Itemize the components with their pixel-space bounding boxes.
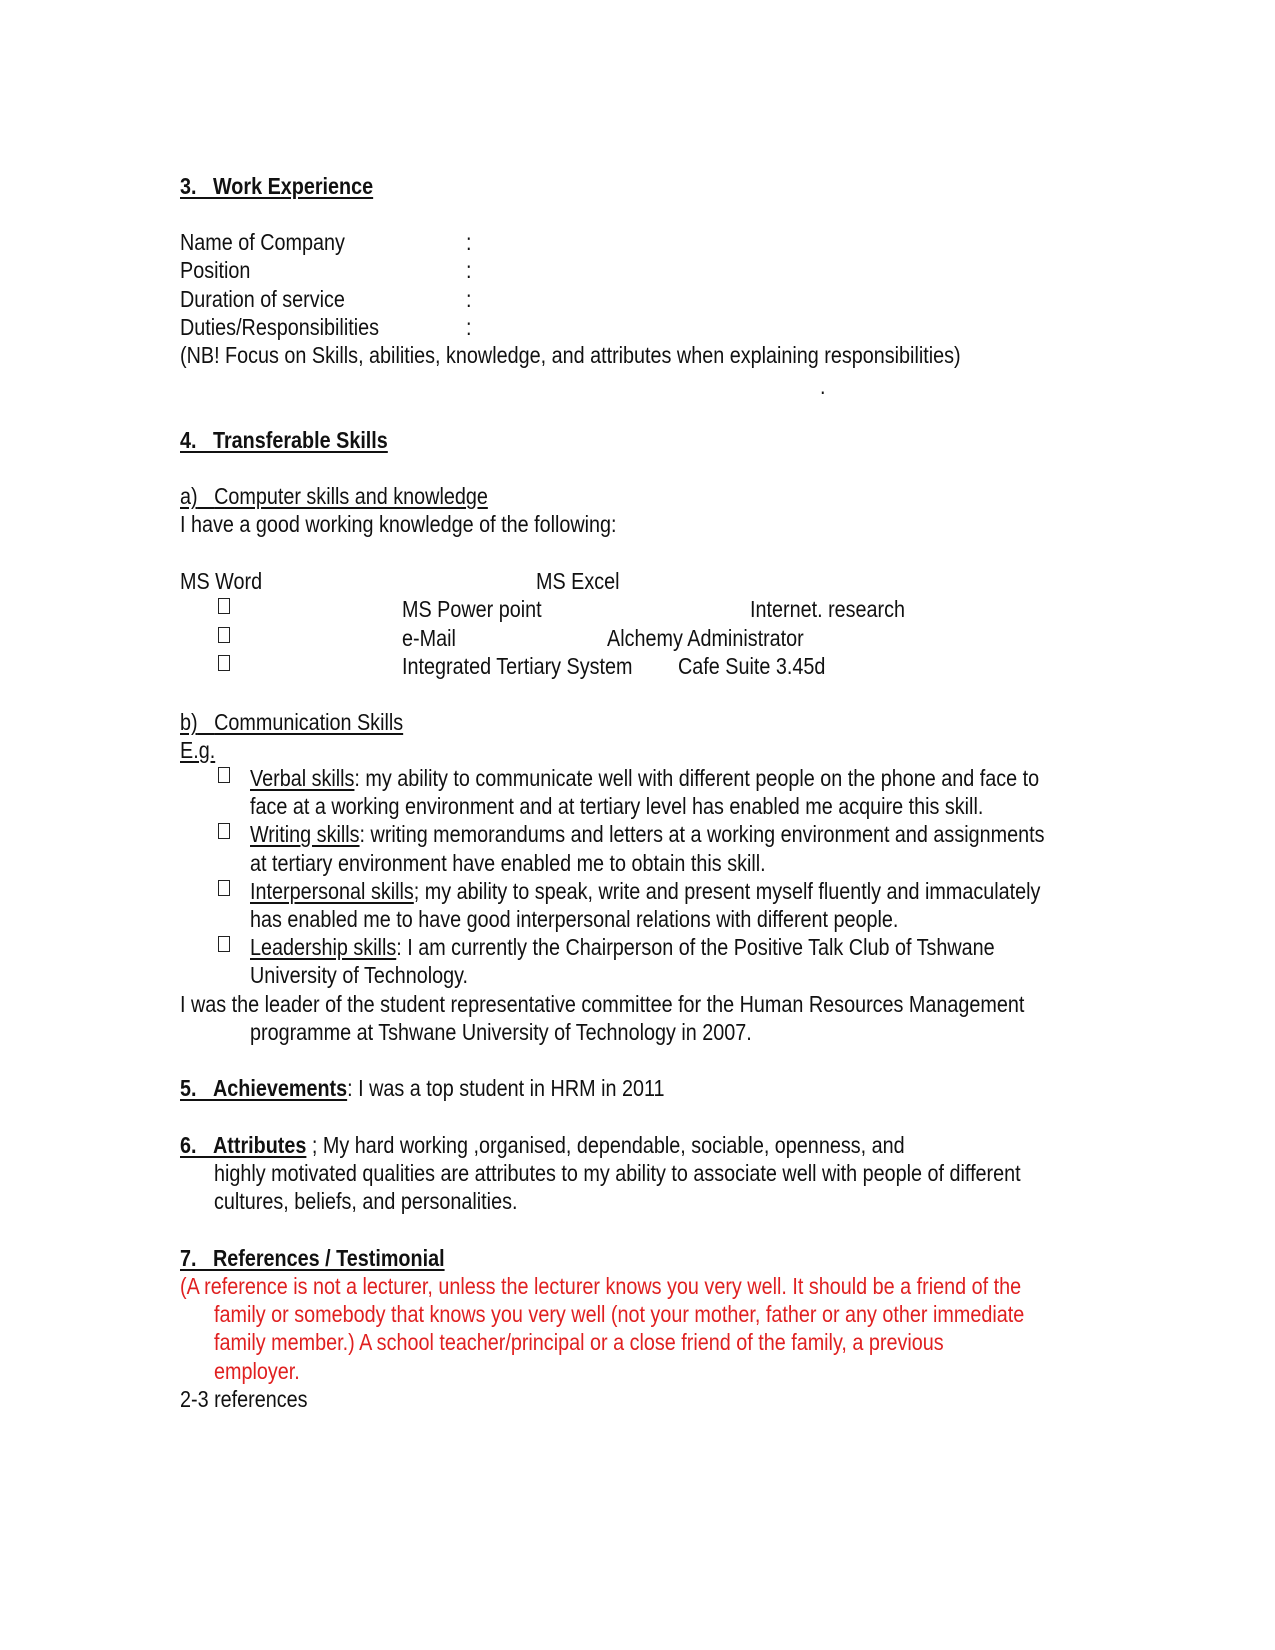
skill-term: Writing skills [250,821,360,847]
skill-description-continued: face at a working environment and at tertiary level has enabled me acquire this skill. [250,793,984,819]
section-number: 3. [180,173,197,199]
communication-item-leadership [250,933,995,961]
missing-glyph-bullet-icon [218,823,230,839]
skill-item: Cafe Suite 3.45d [678,653,826,679]
missing-glyph-bullet-icon [218,767,230,783]
field-label-duration: Duration of service [180,286,345,312]
section-title: Achievements [212,1075,348,1101]
section-number: 6. [180,1132,197,1158]
attributes-text-continued: cultures, beliefs, and personalities. [214,1188,518,1214]
skill-item: Internet. research [750,596,906,622]
skill-item: Integrated Tertiary System [402,653,633,679]
skill-description-continued: University of Technology. [250,962,469,988]
skill-term: Verbal skills [250,765,355,791]
subsection-title: Computer skills and knowledge [214,483,488,509]
skill-description: ; my ability to speak, write and present myself fluently and immaculately [413,878,1041,904]
work-experience-heading [180,172,373,200]
attributes-heading [180,1132,306,1158]
field-colon: : [466,286,472,312]
achievements-text: : I was a top student in HRM in 2011 [347,1075,665,1101]
missing-glyph-bullet-icon [218,880,230,896]
skill-item: e-Mail [402,625,456,651]
section-title: Transferable Skills [212,427,388,453]
references-count: 2-3 references [180,1386,308,1412]
section-title: References / Testimonial [212,1245,445,1271]
attributes-text-continued: highly motivated qualities are attributes to my ability to associate well with people of different [214,1160,1021,1186]
references-note: (A reference is not a lecturer, unless the lecturer knows you very well. It should be a friend of the [180,1273,1022,1299]
leader-statement-continued: programme at Tshwane University of Technology in 2007. [250,1019,752,1045]
references-note-continued: family member.) A school teacher/principal or a close friend of the family, a previous [214,1329,944,1355]
section-title: Attributes [212,1132,307,1158]
achievements-heading [180,1075,347,1101]
attributes-line [180,1131,905,1159]
skill-description: : my ability to communicate well with different people on the phone and face to [354,765,1040,791]
field-label-position: Position [180,257,251,283]
skill-term: Interpersonal skills [250,878,414,904]
computer-skills-intro: I have a good working knowledge of the following: [180,511,617,537]
field-label-duties: Duties/Responsibilities [180,314,379,340]
transferable-skills-heading [180,426,388,454]
missing-glyph-bullet-icon [218,627,230,643]
skill-item: MS Word [180,568,263,594]
skill-item: Alchemy Administrator [607,625,804,651]
section-number: 7. [180,1245,197,1271]
skill-item: MS Excel [536,568,620,594]
subsection-letter: a) [180,483,198,509]
skill-item: MS Power point [402,596,542,622]
field-colon: : [466,257,472,283]
skill-term: Leadership skills [250,934,397,960]
communication-skills-subheading [180,708,403,736]
field-colon: : [466,314,472,340]
attributes-text: ; My hard working ,organised, dependable, sociable, openness, and [306,1132,905,1158]
missing-glyph-bullet-icon [218,936,230,952]
skill-description: : writing memorandums and letters at a working environment and assignments [359,821,1045,847]
section-number: 5. [180,1075,197,1101]
field-colon: : [466,229,472,255]
communication-item-writing [250,820,1044,848]
skill-description: : I am currently the Chairperson of the Positive Talk Club of Tshwane [396,934,995,960]
leader-statement: I was the leader of the student representative committee for the Human Resources Management [180,991,1025,1017]
section-number: 4. [180,427,197,453]
missing-glyph-bullet-icon [218,655,230,671]
missing-glyph-bullet-icon [218,598,230,614]
example-label: E.g. [180,737,216,763]
communication-item-interpersonal [250,877,1040,905]
section-title: Work Experience [212,173,374,199]
computer-skills-subheading [180,482,488,510]
communication-item-verbal [250,764,1039,792]
field-label-company: Name of Company [180,229,345,255]
subsection-letter: b) [180,709,198,735]
skill-description-continued: has enabled me to have good interpersonal relations with different people. [250,906,899,932]
stray-dot: . [820,373,826,399]
references-heading [180,1244,445,1272]
references-note-continued: family or somebody that knows you very well (not your mother, father or any other immediate [214,1301,1025,1327]
achievements-line [180,1074,665,1102]
subsection-title: Communication Skills [214,709,404,735]
skill-description-continued: at tertiary environment have enabled me to obtain this skill. [250,850,766,876]
responsibilities-note: (NB! Focus on Skills, abilities, knowledge, and attributes when explaining responsibilities) [180,342,961,368]
references-note-continued: employer. [214,1358,300,1384]
